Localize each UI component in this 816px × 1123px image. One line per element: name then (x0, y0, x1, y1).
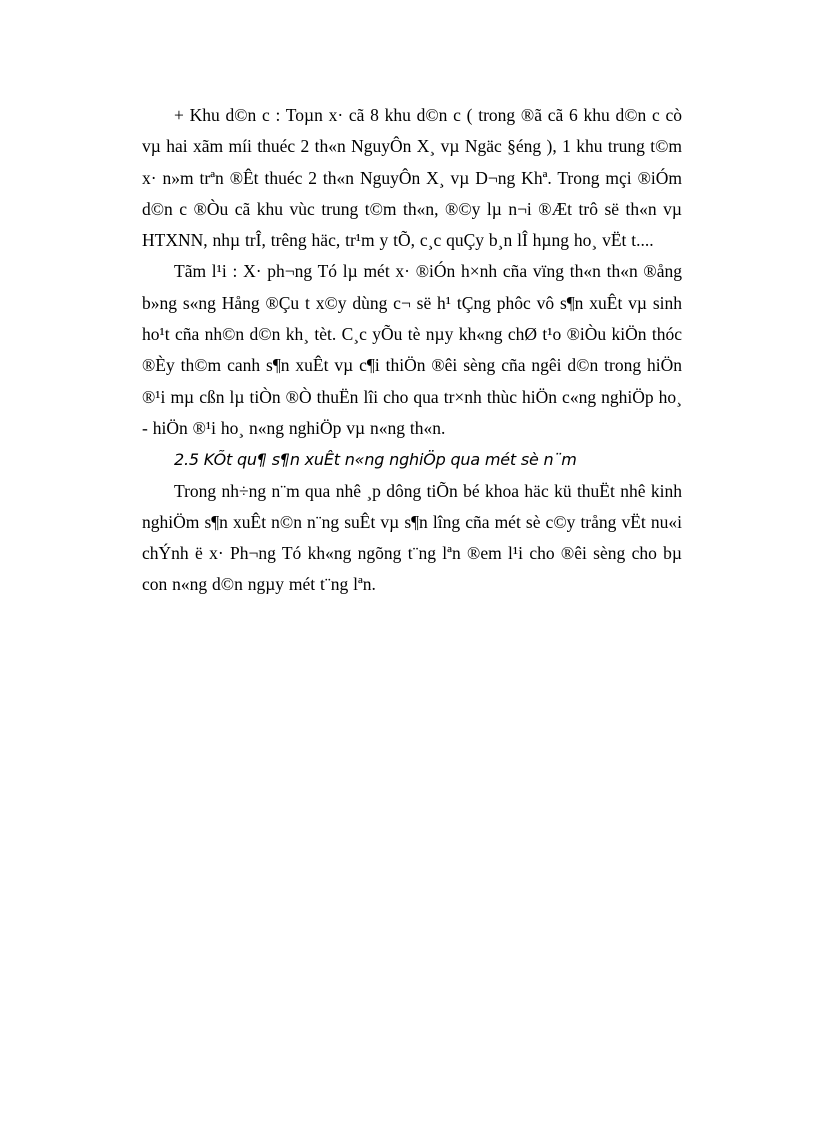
paragraph-trong-nhung-nam: Trong nh÷ng n¨m qua nhê ¸p dông tiÕn bé khoa häc kü thuËt nhê kinh nghiÖm s¶n xuÊt n©n n¨ng suÊt vµ s¶n lîng cña mét sè c©y trång vËt nu«i chÝnh ë x· Ph¬ng Tó kh«ng ngõng t¨ng lªn ®em l¹i cho ®êi sèng cho bµ con n«ng d©n ngµy mét t¨ng lªn. (142, 480, 682, 595)
paragraph-khu-dan-cu: + Khu d©n c : Toµn x· cã 8 khu d©n c ( trong ®ã cã 6 khu d©n c cò vµ hai xãm míi thuéc 2 th«n NguyÔn X¸ vµ Ngäc §éng ), 1 khu trung t©m x· n»m trªn ®Êt thuéc 2 th«n NguyÔn X¸ vµ D¬ng Khª. Trong mçi ®iÓm d©n c ®Òu cã khu vùc trung t©m th«n, ®©y lµ n¬i ®Æt trô së th«n vµ HTXNN, nhµ trÎ, trêng häc, tr¹m y tÕ, c¸c quÇy b¸n lÎ hµng ho¸ vËt t.... (142, 105, 682, 251)
page-content (142, 100, 682, 601)
paragraph-tom-lai: Tãm l¹i : X· ph¬ng Tó lµ mét x· ®iÓn h×nh cña vïng th«n th«n ®ång b»ng s«ng Hång ®Çu t x©y dùng c¬ së h¹ tÇng phôc vô s¶n xuÊt vµ sinh ho¹t cña nh©n d©n kh¸ tèt. C¸c yÕu tè nµy kh«ng chØ t¹o ®iÒu kiÖn thóc ®Èy th©m canh s¶n xuÊt vµ c¶i thiÖn ®êi sèng cña ngêi d©n trong hiÖn ®¹i mµ cßn lµ tiÒn ®Ò thuËn lîi cho qua tr×nh thùc hiÖn c«ng nghiÖp ho¸ - hiÖn ®¹i ho¸ n«ng nghiÖp vµ n«ng th«n. (142, 261, 682, 438)
section-heading: 2.5 KÕt qu¶ s¶n xuÊt n«ng nghiÖp qua mét sè n¨m (174, 450, 577, 470)
